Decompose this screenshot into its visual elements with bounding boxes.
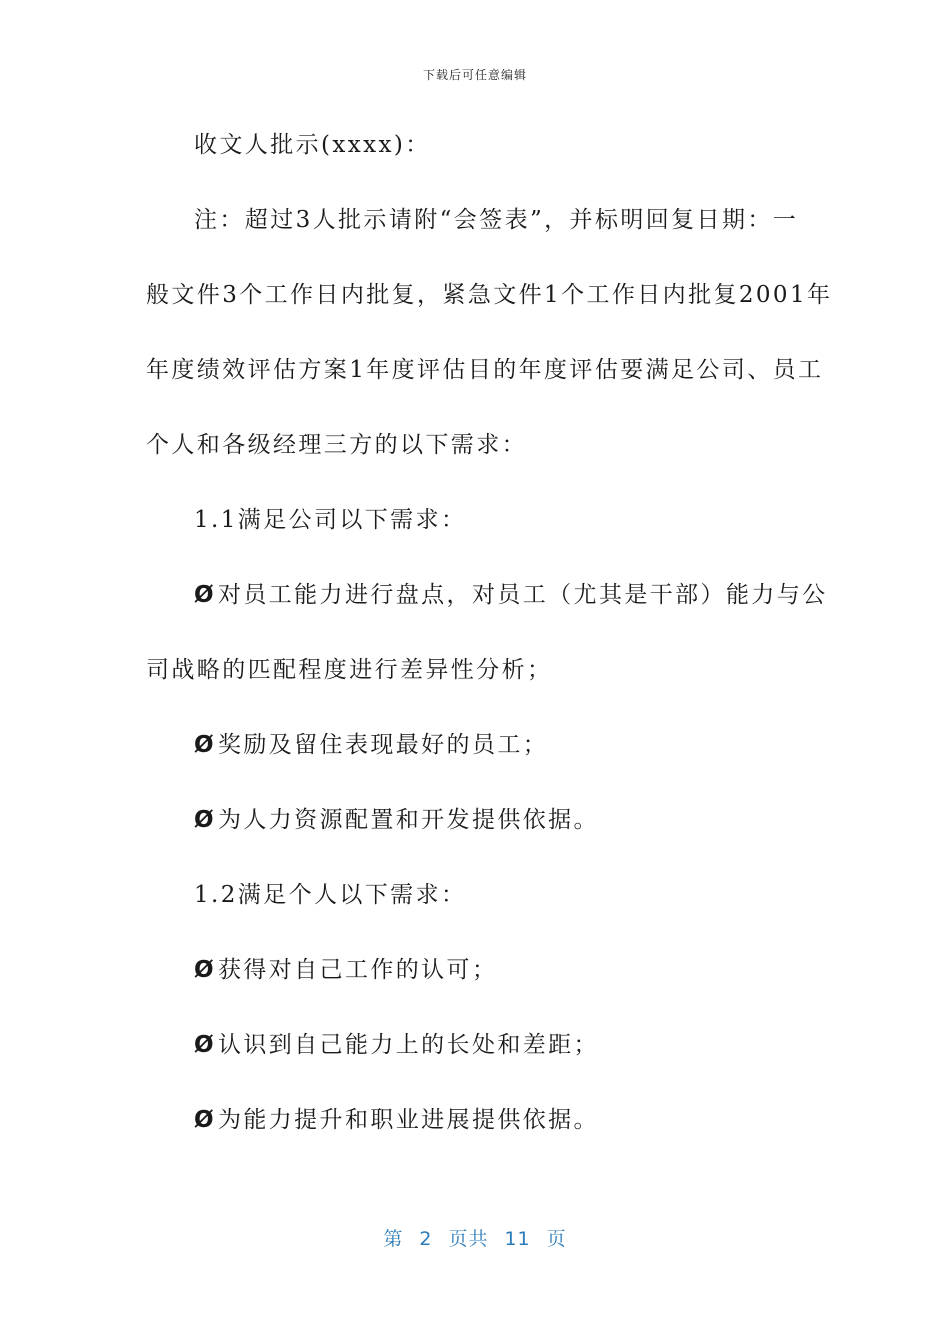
bullet-icon: Ø bbox=[194, 1032, 216, 1058]
paragraph-note-line-1: 注：超过3人批示请附“会签表”，并标明回复日期：一 bbox=[194, 207, 799, 233]
page-footer bbox=[0, 1224, 950, 1251]
document-body bbox=[146, 126, 833, 1176]
bullet-item bbox=[146, 951, 802, 1026]
bullet-icon: Ø bbox=[194, 582, 216, 608]
page-total: 11 bbox=[504, 1228, 531, 1250]
bullet-text: 为能力提升和职业进展提供依据。 bbox=[217, 1107, 599, 1133]
paragraph-note-line-3: 年度绩效评估方案1年度评估目的年度评估要满足公司、员工 bbox=[146, 357, 824, 383]
page-label-prefix: 第 bbox=[383, 1228, 404, 1250]
bullet-item bbox=[146, 576, 828, 651]
bullet-icon: Ø bbox=[194, 732, 216, 758]
bullet-icon: Ø bbox=[194, 1107, 216, 1133]
page-number: 2 bbox=[419, 1228, 433, 1250]
bullet-item bbox=[146, 726, 802, 801]
page-label-mid: 页共 bbox=[448, 1228, 489, 1250]
section-heading-1-1: 1.1满足公司以下需求： bbox=[194, 507, 467, 533]
paragraph-recipient-note: 收文人批示(xxxx)： bbox=[194, 132, 431, 158]
bullet-text: 奖励及留住表现最好的员工； bbox=[217, 732, 549, 758]
bullet-text: 对员工能力进行盘点，对员工（尤其是干部）能力与公 bbox=[217, 582, 828, 608]
bullet-text: 为人力资源配置和开发提供依据。 bbox=[217, 807, 599, 833]
bullet-text: 认识到自己能力上的长处和差距； bbox=[217, 1032, 599, 1058]
bullet-item bbox=[146, 801, 802, 876]
paragraph-note-line-4: 个人和各级经理三方的以下需求： bbox=[146, 432, 527, 458]
bullet-icon: Ø bbox=[194, 807, 216, 833]
bullet-item-continuation: 司战略的匹配程度进行差异性分析； bbox=[146, 657, 553, 683]
section-heading-1-2: 1.2满足个人以下需求： bbox=[194, 882, 467, 908]
paragraph-note-line-2: 般文件3个工作日内批复，紧急文件1个工作日内批复2001年 bbox=[146, 282, 833, 308]
bullet-text: 获得对自己工作的认可； bbox=[217, 957, 498, 983]
page-label-suffix: 页 bbox=[546, 1228, 567, 1250]
page-header: 下载后可任意编辑 bbox=[422, 68, 527, 82]
bullet-item bbox=[146, 1101, 802, 1176]
bullet-item bbox=[146, 1026, 802, 1101]
bullet-icon: Ø bbox=[194, 957, 216, 983]
